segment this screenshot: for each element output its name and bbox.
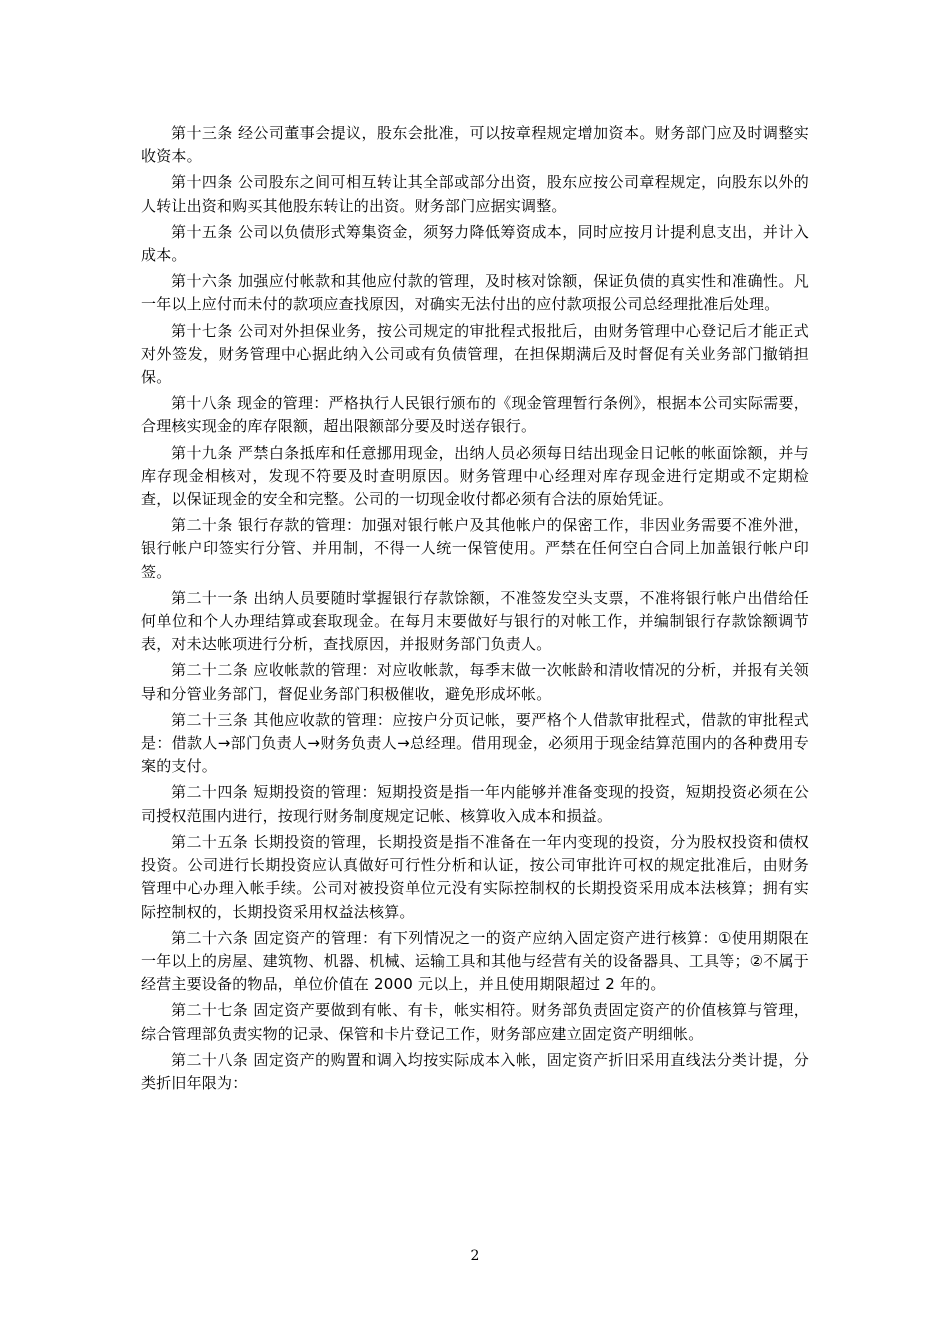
article-13: 第十三条 经公司董事会提议，股东会批准，可以按章程规定增加资本。财务部门应及时调整实收资本。 — [141, 124, 809, 166]
article-17: 第十七条 公司对外担保业务，按公司规定的审批程式报批后，由财务管理中心登记后才能正式对外签发，财务管理中心据此纳入公司或有负债管理，在担保期满后及时督促有关业务部门撤销担保。 — [141, 321, 809, 387]
article-23: 第二十三条 其他应收款的管理：应按户分页记帐，要严格个人借款审批程式，借款的审批程式是：借款人→部门负责人→财务负责人→总经理。借用现金，必须用于现金结算范围内的各种费用专案的支付。 — [141, 710, 809, 776]
article-20: 第二十条 银行存款的管理：加强对银行帐户及其他帐户的保密工作，非因业务需要不准外泄，银行帐户印签实行分管、并用制，不得一人统一保管使用。严禁在任何空白合同上加盖银行帐户印签。 — [141, 516, 809, 581]
article-27: 第二十七条 固定资产要做到有帐、有卡，帐实相符。财务部负责固定资产的价值核算与管理，综合管理部负责实物的记录、保管和卡片登记工作，财务部应建立固定资产明细帐。 — [141, 1001, 809, 1043]
article-19: 第十九条 严禁白条抵库和任意挪用现金，出纳人员必须每日结出现金日记帐的帐面馀额，并与库存现金相核对，发现不符要及时查明原因。财务管理中心经理对库存现金进行定期或不定期检查，以保证现金的安全和完整。公司的一切现金收付都必须有合法的原始凭证。 — [141, 443, 809, 509]
article-14: 第十四条 公司股东之间可相互转让其全部或部分出资，股东应按公司章程规定，向股东以外的人转让出资和购买其他股东转让的出资。财务部门应据实调整。 — [141, 173, 809, 215]
article-16: 第十六条 加强应付帐款和其他应付款的管理，及时核对馀额，保证负债的真实性和准确性。凡一年以上应付而未付的款项应查找原因，对确实无法付出的应付款项报公司总经理批准后处理。 — [141, 272, 809, 314]
article-24: 第二十四条 短期投资的管理：短期投资是指一年内能够并准备变现的投资，短期投资必须在公司授权范围内进行，按现行财务制度规定记帐、核算收入成本和损益。 — [141, 783, 809, 825]
document-body — [141, 122, 809, 1098]
article-22: 第二十二条 应收帐款的管理：对应收帐款，每季末做一次帐龄和清收情况的分析，并报有关领导和分管业务部门，督促业务部门积极催收，避免形成坏帐。 — [141, 661, 809, 703]
article-25: 第二十五条 长期投资的管理，长期投资是指不准备在一年内变现的投资，分为股权投资和债权投资。公司进行长期投资应认真做好可行性分析和认证，按公司审批许可权的规定批准后，由财务管理中心办理入帐手续。公司对被投资单位元没有实际控制权的长期投资采用成本法核算；拥有实际控制权的，长期投资采用权益法核算。 — [141, 832, 809, 921]
article-28: 第二十八条 固定资产的购置和调入均按实际成本入帐，固定资产折旧采用直线法分类计提，分类折旧年限为： — [141, 1050, 809, 1092]
article-15: 第十五条 公司以负债形式筹集资金，须努力降低筹资成本，同时应按月计提利息支出，并计入成本。 — [141, 222, 809, 265]
article-21: 第二十一条 出纳人员要随时掌握银行存款馀额，不准签发空头支票，不准将银行帐户出借给任何单位和个人办理结算或套取现金。在每月末要做好与银行的对帐工作，并编制银行存款馀额调节表，对未达帐项进行分析，查找原因，并报财务部门负责人。 — [141, 588, 809, 654]
article-26: 第二十六条 固定资产的管理：有下列情况之一的资产应纳入固定资产进行核算：①使用期限在一年以上的房屋、建筑物、机器、机械、运输工具和其他与经营有关的设备器具、工具等；②不属于经营主要设备的物品，单位价值在 2000 元以上，并且使用期限超过 2 年的。 — [141, 928, 809, 994]
page-number: 2 — [470, 1248, 480, 1264]
article-18: 第十八条 现金的管理：严格执行人民银行颁布的《现金管理暂行条例》，根据本公司实际需要，合理核实现金的库存限额，超出限额部分要及时送存银行。 — [141, 394, 809, 436]
